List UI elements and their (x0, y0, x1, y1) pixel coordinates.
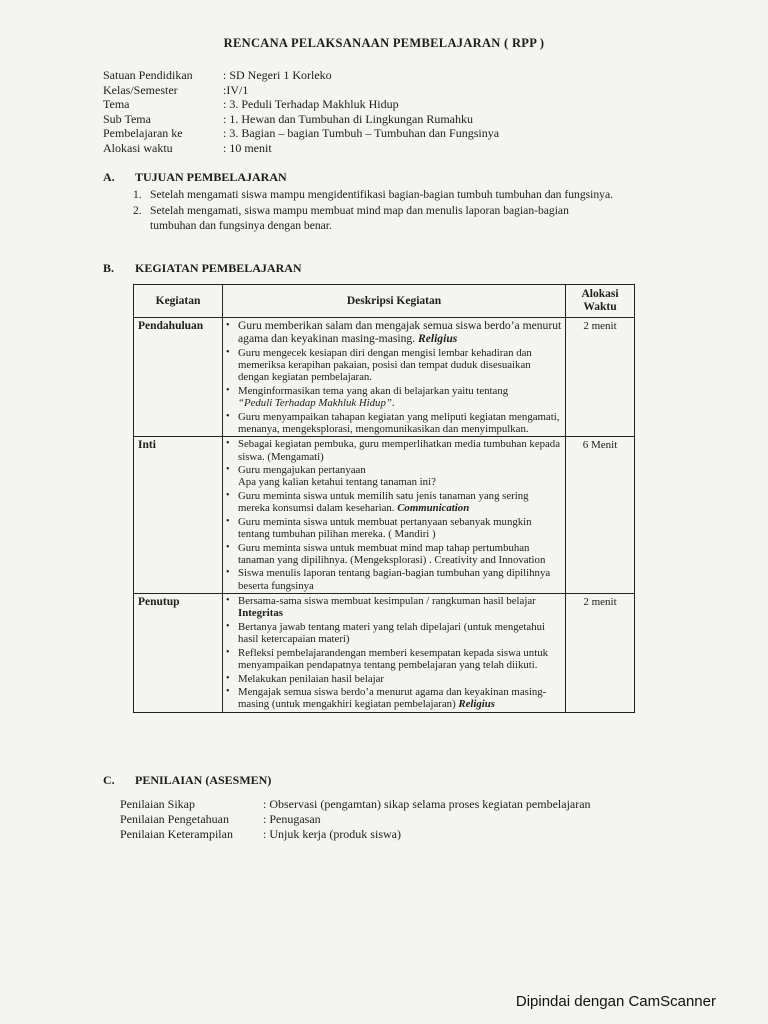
section-b-heading: B. KEGIATAN PEMBELAJARAN (103, 261, 302, 275)
row-kegiatan: Penutup (134, 594, 223, 713)
activities-table (133, 284, 635, 713)
row-kegiatan: Inti (134, 437, 223, 594)
list-item: • Mengajak semua siswa berdo’a menurut agama dan keyakinan masing- masing (untuk mengakhiri kegiatan pembelajaran) Religius (226, 686, 562, 710)
header-deskripsi: Deskripsi Kegiatan (223, 285, 566, 318)
table-header-row (134, 285, 635, 318)
table-row-penutup (134, 594, 635, 713)
section-c-heading: C. PENILAIAN (ASESMEN) (103, 773, 272, 787)
identity-row: Pembelajaran ke : 3. Bagian – bagian Tumbuh – Tumbuhan dan Fungsinya (103, 126, 500, 141)
list-item: • Guru meminta siswa untuk membuat pertanyaan sebanyak mungkin tentang tumbuhan pilihan mereka. ( Mandiri ) (226, 516, 562, 540)
assessment-row: Penilaian Pengetahuan : Penugasan (120, 812, 321, 826)
list-item: • Guru mengecek kesiapan diri dengan mengisi lembar kehadiran dan memeriksa kerapihan pakaian, posisi dan tempat duduk disesuaikan dengan kegiatan pembelajaran. (226, 347, 562, 384)
list-item: • Guru mengajukan pertanyaan Apa yang kalian ketahui tentang tanaman ini? (226, 464, 562, 488)
identity-row: Satuan Pendidikan : SD Negeri 1 Korleko (103, 68, 332, 82)
row-deskripsi (223, 318, 566, 437)
list-item: • Menginformasikan tema yang akan di belajarkan yaitu tentang “Peduli Terhadap Makhluk Hidup”. (226, 385, 562, 409)
list-item: • Guru meminta siswa untuk membuat mind map tahap pertumbuhan tanaman yang dipilihnya. (Mengeksplorasi) . Creativity and Innovation (226, 542, 562, 566)
identity-table (103, 68, 499, 156)
objective-item: 1. Setelah mengamati siswa mampu mengidentifikasi bagian-bagian tumbuh tumbuhan dan fungsinya. (133, 188, 614, 201)
table-row-pendahuluan (134, 318, 635, 437)
row-waktu: 6 Menit (566, 437, 635, 594)
objectives-list (133, 187, 613, 234)
list-item: • Guru memberikan salam dan mengajak semua siswa berdo’a menurut agama dan keyakinan masing-masing. Religius (226, 319, 562, 345)
list-item: • Sebagai kegiatan pembuka, guru memperlihatkan media tumbuhan kepada siswa. (Mengamati) (226, 438, 562, 462)
row-deskripsi (223, 437, 566, 594)
document-title: RENCANA PELAKSANAAN PEMBELAJARAN ( RPP ) (223, 36, 545, 50)
identity-row: Alokasi waktu : 10 menit (103, 140, 272, 155)
assessment-row: Penilaian Keterampilan : Unjuk kerja (produk siswa) (120, 827, 401, 841)
identity-row: Tema : 3. Peduli Terhadap Makhluk Hidup (103, 97, 399, 112)
scanner-watermark: Dipindai dengan CamScanner (515, 993, 716, 1010)
list-item: • Guru meminta siswa untuk memilih satu jenis tanaman yang sering mereka konsumsi dalam keseharian. Communication (226, 490, 562, 514)
list-item: • Siswa menulis laporan tentang bagian-bagian tumbuhan yang dipilihnya beserta fungsinya (226, 567, 562, 591)
identity-row: Sub Tema : 1. Hewan dan Tumbuhan di Lingkungan Rumahku (103, 111, 473, 126)
objective-item: 2. Setelah mengamati, siswa mampu membuat mind map dan menulis laporan bagian-bagian tumbuhan dan fungsinya dengan benar. (133, 204, 569, 232)
header-kegiatan: Kegiatan (134, 285, 223, 318)
list-item: • Guru menyampaikan tahapan kegiatan yang meliputi kegiatan mengamati, menanya, mengeksplorasi, mengomunikasikan dan menyimpulkan. (226, 411, 562, 435)
row-waktu: 2 menit (566, 318, 635, 437)
row-deskripsi (223, 594, 566, 713)
table-row-inti (134, 437, 635, 594)
assessment-row: Penilaian Sikap : Observasi (pengamtan) sikap selama proses kegiatan pembelajaran (120, 797, 591, 811)
header-alokasi: Alokasi Waktu (566, 285, 635, 318)
list-item: • Refleksi pembelajarandengan memberi kesempatan kepada siswa untuk menyampaikan pendapatnya tentang pembelajaran yang telah diikuti. (226, 647, 562, 671)
section-a-heading: A. TUJUAN PEMBELAJARAN (103, 170, 287, 184)
list-item: • Bertanya jawab tentang materi yang telah dipelajari (untuk mengetahui hasil ketercapaian materi) (226, 621, 562, 645)
identity-row: Kelas/Semester :IV/1 (103, 82, 249, 97)
list-item: • Bersama-sama siswa membuat kesimpulan / rangkuman hasil belajar Integritas (226, 595, 562, 619)
row-waktu: 2 menit (566, 594, 635, 713)
row-kegiatan: Pendahuluan (134, 318, 223, 437)
list-item: • Melakukan penilaian hasil belajar (226, 673, 562, 685)
assessment-table (120, 797, 591, 842)
